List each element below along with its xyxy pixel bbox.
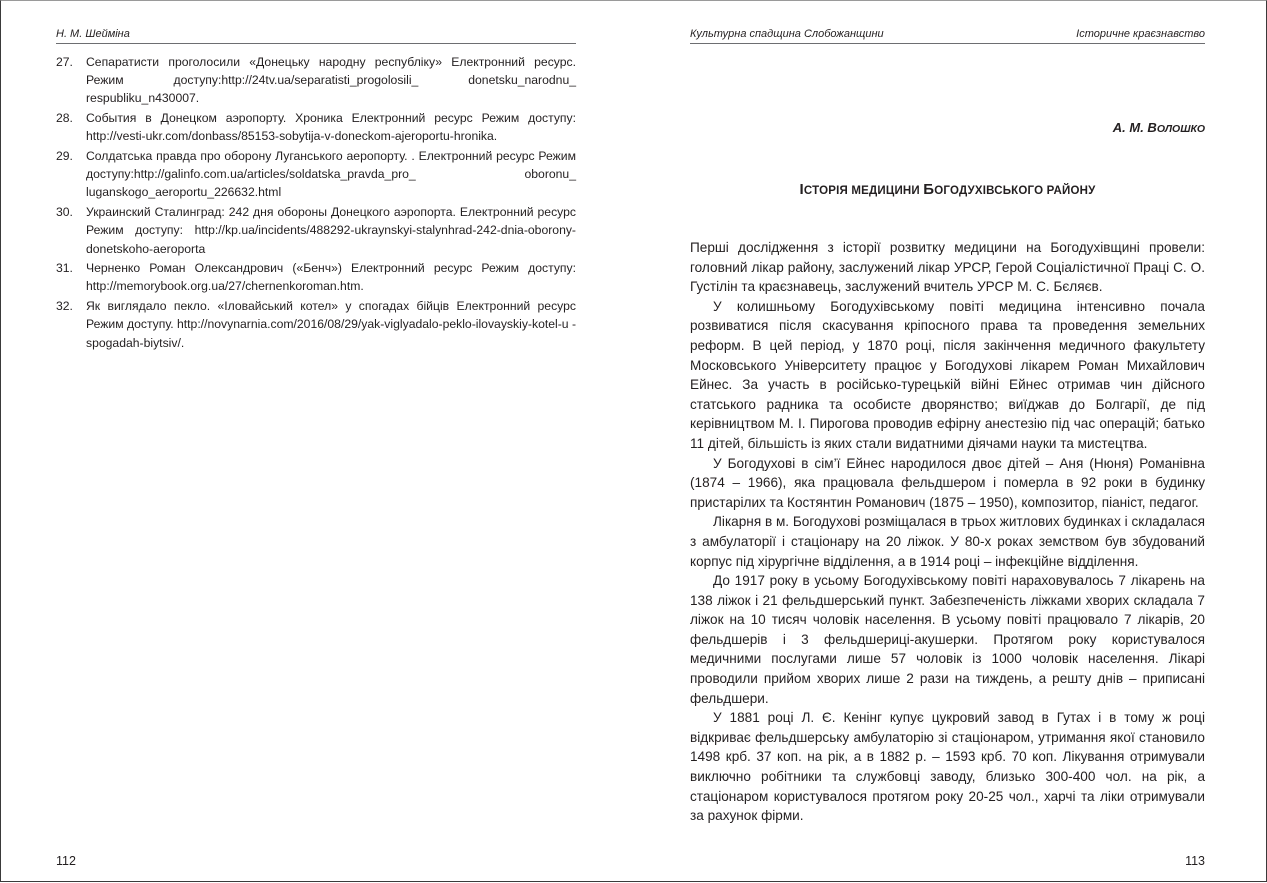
paragraph: Лікарня в м. Богодухові розміщалася в трьох житлових будинках і складалася з амбулаторії і стаціонару на 20 ліжок. У 80-х роках земством був збудований корпус під хірургічне відділення, а в 1914 році – інфекційне відділення. — [690, 514, 1206, 569]
running-head-left-page — [56, 28, 576, 44]
paragraph: У 1881 році Л. Є. Кенінг купує цукровий завод в Гутах і в тому ж році відкриває фельдшерську амбулаторію зі стаціонаром, утримання якої становило 1498 крб. 37 коп. на рік, а в 1882 р. – 1593 крб. 70 коп. Лікування отримували виключно робітники та службовці заводу, близько 300-400 чол. на рік, а стаціонаром користувалося протягом року 20-25 чол., харчі та ліки отримували за рахунок фірми. — [690, 710, 1205, 824]
paragraph: У колишньому Богодухівському повіті медицина інтенсивно почала розвиватися після скасування кріпосного права та проведення земельних реформ. В цей період, у 1870 році, після закінчення медичного факультету Московського Університету працює у Богодухові лікарем Роман Михайлович Ейнес. За участь в російсько-турецькій війні Ейнес отримав чин дійсного статського радника та особисте дворянство; виїджав до Болгарії, де під керівництвом М. І. Пирогова проводив ефірну анестезію під час операцій; батько 11 дітей, більшість із яких стали видатними діячами науки та мистецтва. — [690, 298, 1205, 451]
reference-number: 28. — [56, 111, 73, 126]
reference-number: 29. — [56, 149, 73, 164]
title-part-1: СТОРІЯ МЕДИЦИНИ — [803, 185, 924, 197]
reference-item — [56, 297, 576, 352]
article-author — [1113, 120, 1205, 135]
running-head-section: Історичне краєзнавство — [1076, 28, 1205, 40]
running-head-right-page — [690, 28, 1205, 44]
reference-text: Украинский Сталинград: 242 дня обороны Донецкого аэропорта. Електронний ресурс Режим доступу: http://kp.ua/incidents/488292-ukraynskyi-stalynhrad-242-dnia-oborony-donetskoho-aeroporta — [86, 205, 576, 256]
reference-text: Солдатська правда про оборону Луганського аеропорту. . Електронний ресурс Режим доступу:http://galinfo.com.ua/articles/soldatska_pravda_pro_ oboronu_ luganskogo_aeroportu_226632.html — [86, 149, 576, 200]
paragraph: Перші дослідження з історії розвитку медицини на Богодухівщині провели: головний лікар району, заслужений лікар УРСР, Герой Соціалістичної Праці С. О. Густілін та краєзнавець, заслужений вчитель УРСР М. С. Бєляєв. — [690, 240, 1205, 295]
left-page — [56, 1, 576, 883]
article-title — [690, 181, 1205, 198]
reference-number: 31. — [56, 261, 73, 276]
right-page — [690, 1, 1205, 883]
title-initial-2: Б — [923, 181, 935, 198]
reference-item — [56, 109, 576, 145]
running-head-journal: Культурна спадщина Слобожанщини — [690, 28, 884, 40]
reference-text: Як виглядало пекло. «Іловайський котел» у спогадах бійців Електронний ресурс Режим доступу. http://novynarnia.com/2016/08/29/yak-viglyadalo-peklo-ilovayskiy-kotel-u -spogadah-biytsiv/. — [86, 299, 576, 350]
reference-item — [56, 53, 576, 108]
reference-text: Черненко Роман Олександрович («Бенч») Електронний ресурс Режим доступу: http://memorybook.org.ua/27/chernenkoroman.htm. — [86, 261, 576, 294]
title-initial-1: І — [799, 181, 804, 198]
reference-number: 27. — [56, 55, 73, 69]
reference-number: 32. — [56, 299, 73, 314]
article-body — [690, 238, 1205, 826]
paragraph: До 1917 року в усьому Богодухівському повіті нараховувалось 7 лікарень на 138 ліжок і 21 фельдшерський пункт. Забезпеченість ліжками хворих складала 7 ліжок на 10 тисяч чоловік населення. В усьому повіті працювало 7 лікарів, 20 фельдшерів і 3 фельдшериці-акушерки. Протягом року користувалося медичними послугами лише 57 чоловік із 1000 чоловік населення. Лікарі проводили прийом хворих лише 2 рази на тиждень, а решту днів – приписані фельдшери. — [690, 573, 1205, 706]
running-head-author: Н. М. Шейміна — [56, 28, 130, 40]
author-initials: А. М. В — [1112, 120, 1157, 135]
reference-list — [56, 53, 576, 353]
reference-item — [56, 203, 576, 258]
reference-number: 30. — [56, 205, 73, 220]
reference-text: События в Донецком аэропорту. Хроника Електронний ресурс Режим доступу: http://vesti-ukr.com/donbass/85153-sobytija-v-doneckom-ajeroportu-hronika. — [86, 111, 576, 144]
reference-item — [56, 147, 576, 202]
reference-item — [56, 259, 576, 295]
author-surname-rest: ОЛОШКО — [1156, 123, 1205, 135]
reference-text: Сепаратисти проголосили «Донецьку народну республіку» Електронний ресурс. Режим доступу:http://24tv.ua/separatisti_progolosili_ donetsku_narodnu_ respubliku_n430007. — [86, 55, 576, 106]
page-number-right: 113 — [1185, 854, 1205, 868]
page-number-left: 112 — [56, 854, 76, 868]
paragraph: У Богодухові в сім’ї Ейнес народилося двоє дітей – Аня (Нюня) Романівна (1874 – 1966), яка працювала фельдшером і померла в 92 роки в будинку пристарілих та Костянтин Романович (1875 – 1950), композитор, піаніст, педагог. — [690, 455, 1205, 510]
title-part-2: ОГОДУХІВСЬКОГО РАЙОНУ — [934, 185, 1096, 197]
